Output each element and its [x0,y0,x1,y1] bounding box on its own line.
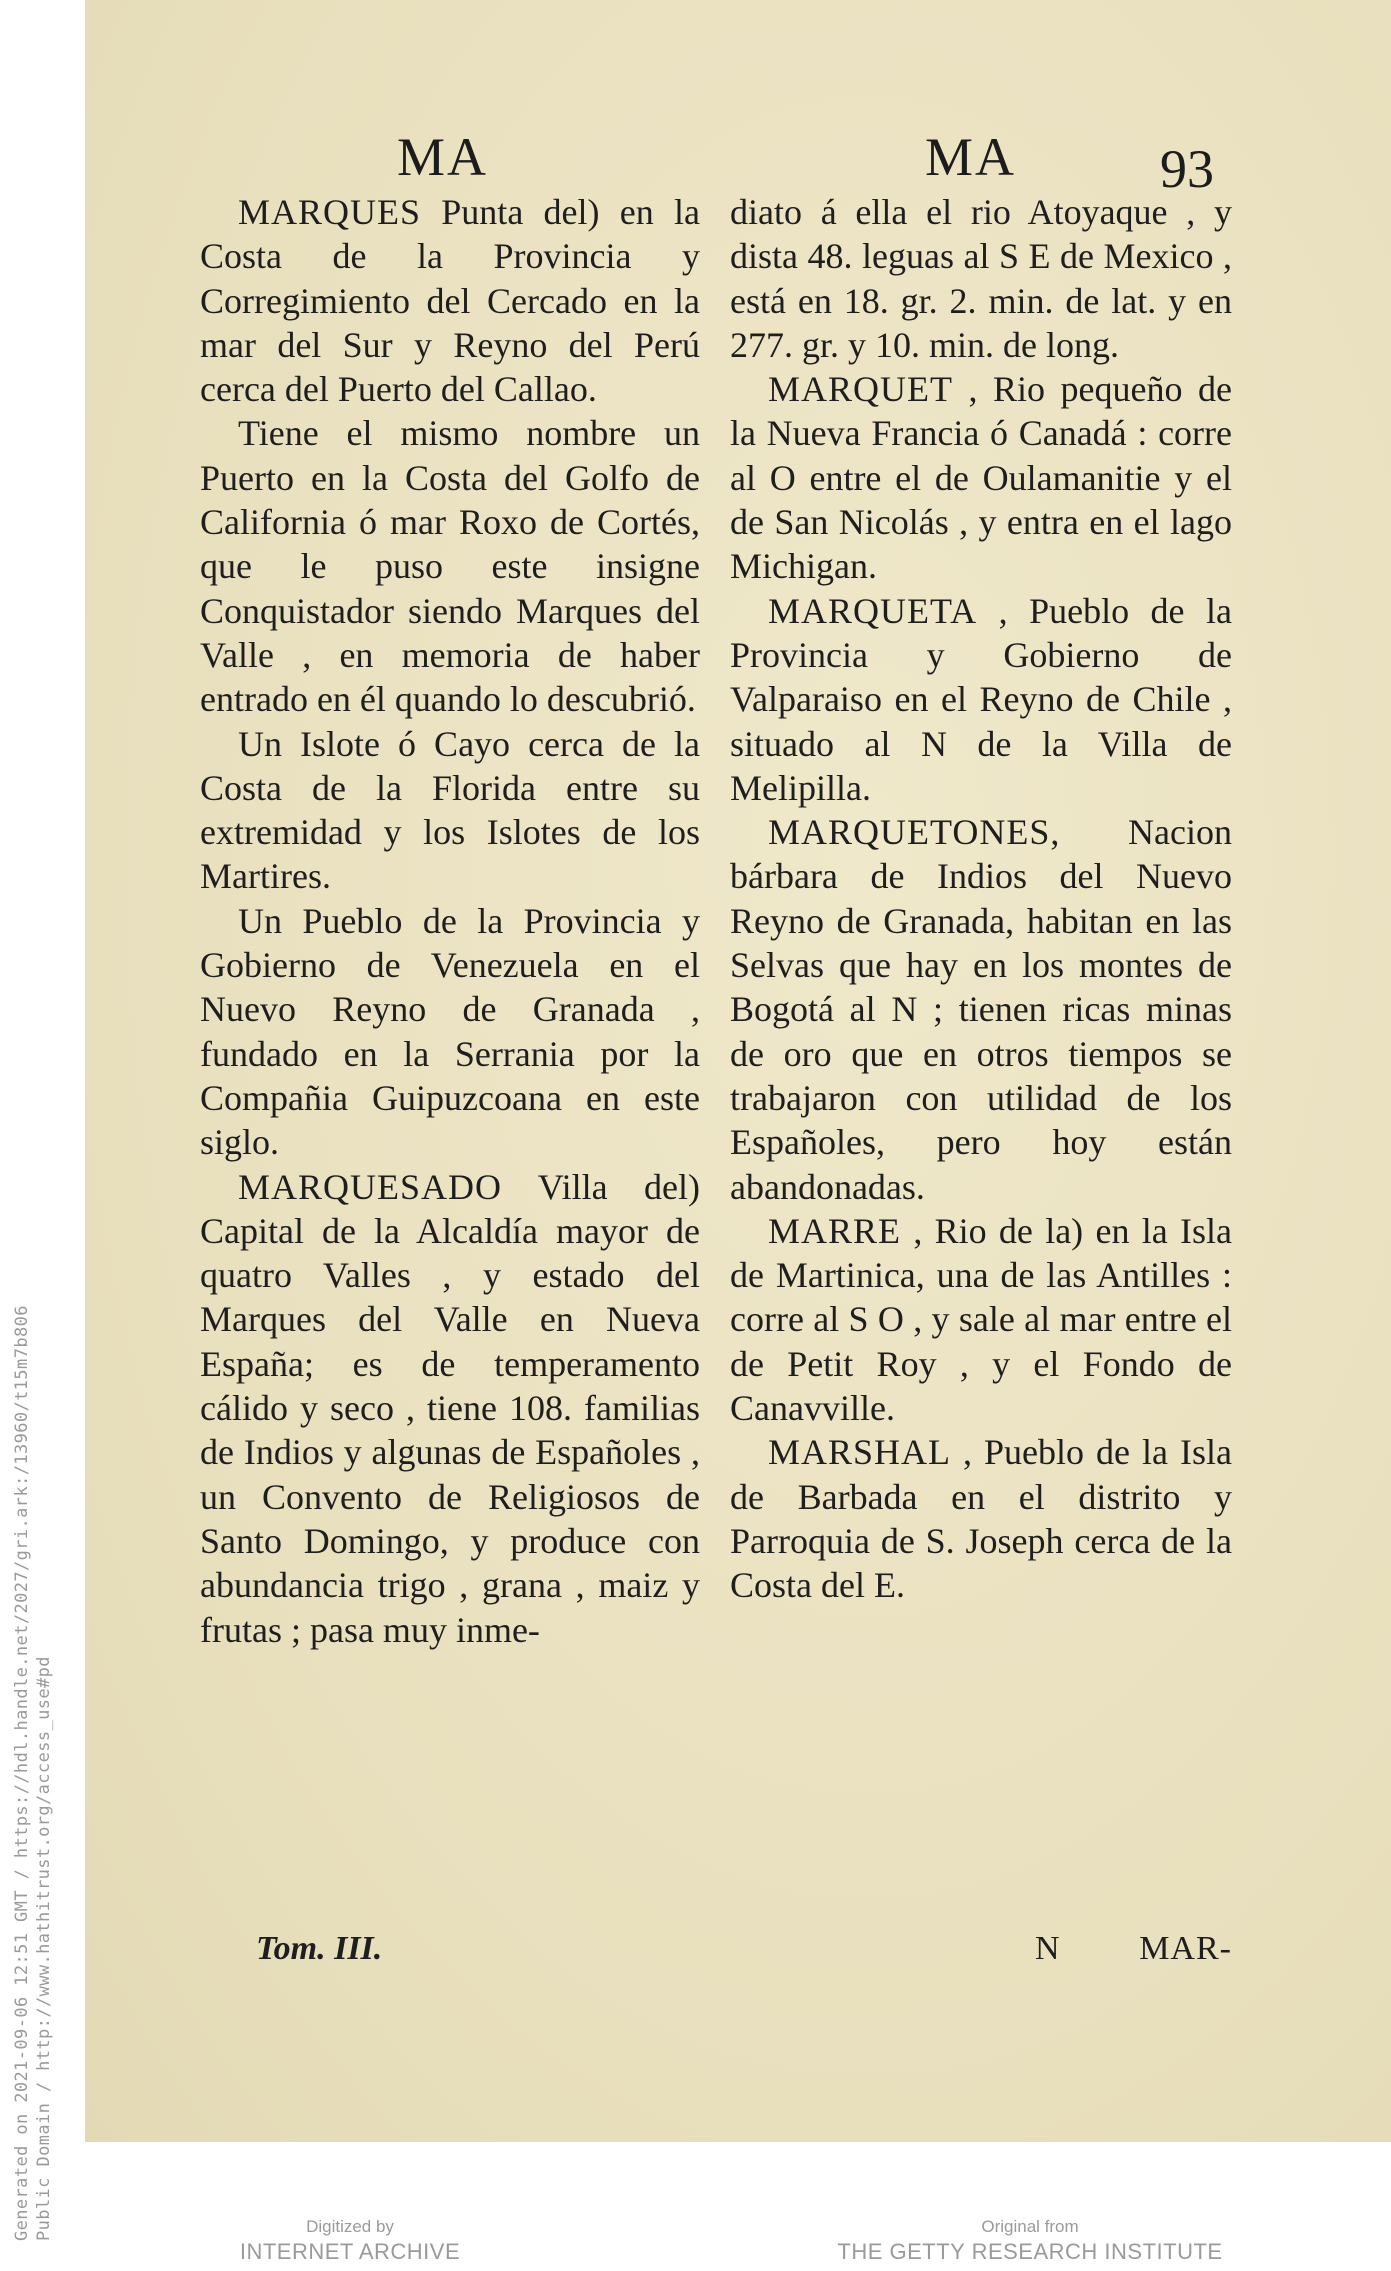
original-from-credit [830,2216,1230,2266]
entry-headword: MARQUETA [768,590,978,631]
entry-headword: MARQUES [238,192,422,232]
access-note [8,1101,58,2241]
entry-text: Nacion bárbara de Indios del Nuevo Reyno de Granada, habitan en las Selvas que hay en los montes de Bogotá al N ; tienen ricas minas de oro que en otros tiempos se trabajaron con utilidad de los Españoles, pero hoy están abandonadas. [730,812,1232,1207]
entry-paragraph [200,899,700,1165]
entry-paragraph [200,411,700,721]
signature-mark: N [1035,1930,1061,1967]
getty-logo: THE GETTY RESEARCH INSTITUTE [837,2239,1223,2264]
page-footer [730,1930,1232,1976]
generated-note: Generated on 2021-09-06 12:51 GMT / https://hdl.handle.net/2027/gri.ark:/13960/t15m7b806 [12,1305,32,2241]
entry-text: Villa del) Capital de la Alcaldía mayor de quatro Valles , y estado del Marques del Valle en Nueva España; es de temperamento cálido y seco , tiene 108. familias de Indios y algunas de Españoles , un Convento de Religiosos de Santo Domingo, y produce con abundancia trigo , grana , maiz y frutas ; pasa muy inme- [200,1166,700,1650]
entry-text: diato á ella el rio Atoyaque , y dista 48. leguas al S E de Mexico , está en 18. gr. 2. min. de lat. y en 277. gr. y 10. min. de long. [730,192,1232,365]
entry-text: Tiene el mismo nombre un Puerto en la Costa del Golfo de California ó mar Roxo de Cortés, que le puso este insigne Conquistador siendo Marques del Valle , en memoria de haber entrado en él quando lo descubrió. [200,413,700,720]
entry-headword: MARSHAL [768,1432,952,1473]
digitized-by-label: Digitized by [306,2217,394,2236]
entry-headword: MARRE [768,1210,902,1251]
entry-paragraph [730,1430,1232,1607]
internet-archive-logo: INTERNET ARCHIVE [239,2239,461,2264]
page-number: 93 [1160,139,1214,199]
entry-paragraph [200,190,700,411]
catchword: MAR- [1139,1930,1232,1967]
entry-paragraph [730,1209,1232,1430]
left-column [200,190,700,1652]
entry-headword: MARQUET [768,369,953,410]
entry-text: , Pueblo de la Provincia y Gobierno de Valparaiso en el Reyno de Chile , situado al N de la Villa de Melipilla. [730,590,1232,808]
left-margin [0,0,85,2271]
entry-text: Punta del) en la Costa de la Provincia y Corregimiento del Cercado en la mar del Sur y Reyno del Perú cerca del Puerto del Callao. [200,192,700,410]
entry-paragraph [200,722,700,899]
entry-text: , Rio pequeño de la Nueva Francia ó Canadá : corre al O entre el de Oulamanitie y el de San Nicolás , y entra en el lago Michigan. [730,369,1232,587]
digitized-by-credit [210,2216,490,2266]
entry-paragraph [730,190,1232,367]
entry-paragraph [730,810,1232,1209]
running-head-right: MA [925,127,1017,187]
right-column [730,190,1232,1608]
entry-paragraph [730,367,1232,588]
running-head-left: MA [397,127,489,187]
volume-footer [200,1930,700,1968]
entry-paragraph [200,1165,700,1652]
public-domain-note: Public Domain / http://www.hathitrust.org/access_use#pd [34,1656,54,2241]
entry-headword: MARQUETONES, [768,812,1061,853]
original-from-label: Original from [981,2217,1079,2236]
entry-headword: MARQUESADO [238,1166,503,1207]
scanned-page [85,0,1391,2142]
entry-text: , Rio de la) en la Isla de Martinica, una de las Antilles : corre al S O , y sale al mar entre el de Petit Roy , y el Fondo de Canavville. [730,1210,1232,1429]
entry-text: Un Pueblo de la Provincia y Gobierno de Venezuela en el Nuevo Reyno de Granada , fundado en la Serrania por la Compañia Guipuzcoana en este siglo. [200,900,700,1163]
volume-label: Tom. III. [256,1930,383,1967]
entry-paragraph [730,589,1232,810]
entry-text: , Pueblo de la Isla de Barbada en el distrito y Parroquia de S. Joseph cerca de la Costa del E. [730,1432,1232,1606]
entry-text: Un Islote ó Cayo cerca de la Costa de la Florida entre su extremidad y los Islotes de los Martires. [200,723,700,897]
